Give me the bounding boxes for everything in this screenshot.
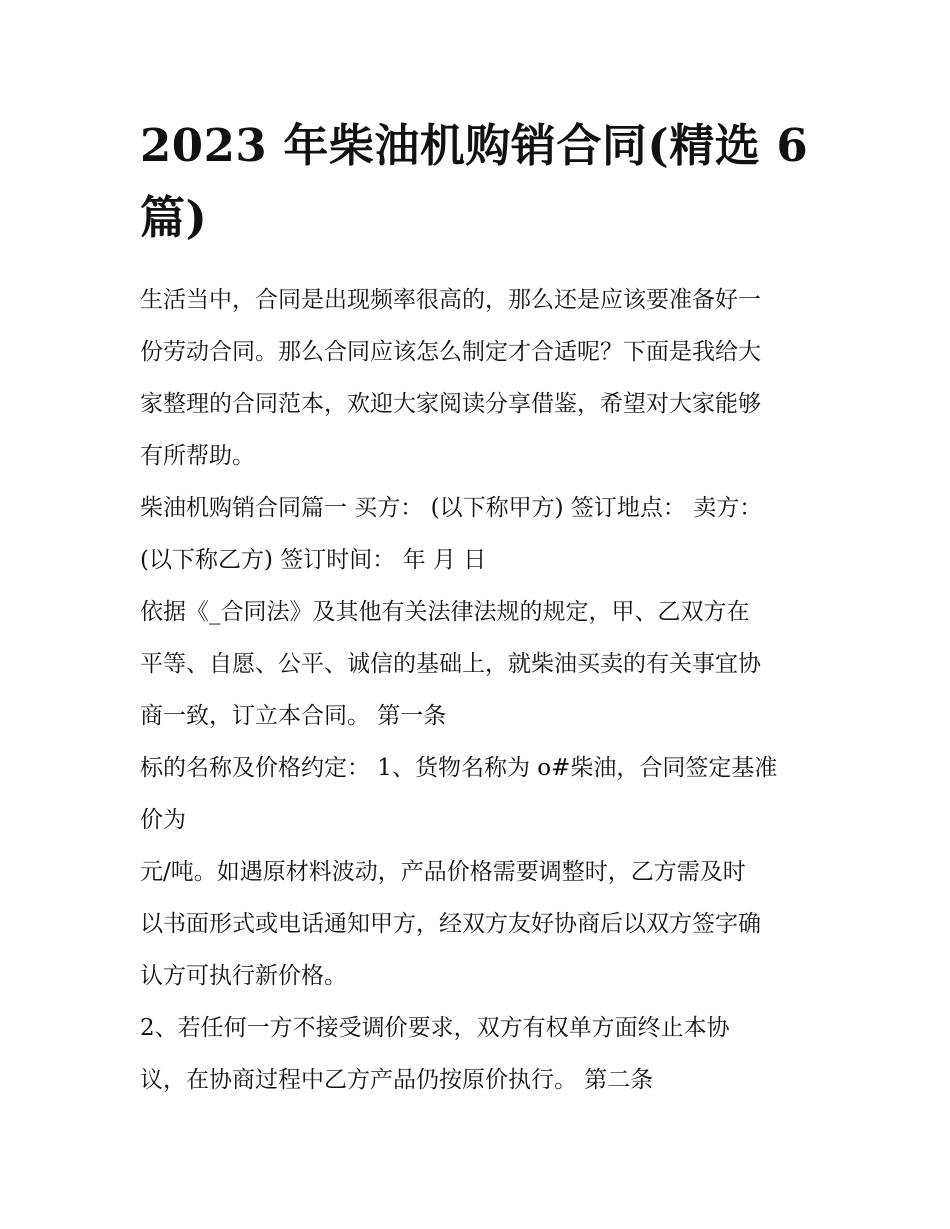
text-line: 柴油机购销合同篇一 买方： (以下称甲方) 签订地点： 卖方： — [140, 495, 763, 521]
basis-paragraph — [140, 586, 820, 742]
text-line: 以书面形式或电话通知甲方，经双方友好协商后以双方签字确 — [140, 911, 761, 937]
document-page — [140, 110, 820, 1106]
intro-paragraph — [140, 274, 820, 482]
document-title — [140, 110, 820, 254]
text-line: 份劳动合同。那么合同应该怎么制定才合适呢？下面是我给大 — [140, 339, 761, 365]
text-line: 家整理的合同范本，欢迎大家阅读分享借鉴，希望对大家能够 — [140, 391, 761, 417]
title-line: 篇) — [140, 191, 208, 244]
text-line: 价为 — [140, 807, 186, 833]
text-line: 依据《_合同法》及其他有关法律法规的规定，甲、乙双方在 — [140, 599, 750, 625]
text-line: 元/吨。如遇原材料波动，产品价格需要调整时，乙方需及时 — [140, 859, 746, 885]
text-line: (以下称乙方) 签订时间： 年 月 日 — [140, 547, 487, 573]
text-line: 议，在协商过程中乙方产品仍按原价执行。 第二条 — [140, 1067, 654, 1093]
text-line: 生活当中，合同是出现频率很高的，那么还是应该要准备好一 — [140, 287, 761, 313]
text-line: 有所帮助。 — [140, 443, 255, 469]
text-line: 商一致，订立本合同。 第一条 — [140, 703, 447, 729]
parties-paragraph — [140, 482, 820, 586]
text-line: 平等、自愿、公平、诚信的基础上，就柴油买卖的有关事宜协 — [140, 651, 761, 677]
text-line: 认方可执行新价格。 — [140, 963, 347, 989]
document-body — [140, 274, 820, 1106]
article-one-paragraph — [140, 742, 820, 846]
price-adjust-paragraph — [140, 846, 820, 1002]
termination-paragraph — [140, 1002, 820, 1106]
text-line: 2、若任何一方不接受调价要求，双方有权单方面终止本协 — [140, 1015, 730, 1041]
text-line: 标的名称及价格约定： 1、货物名称为 o#柴油，合同签定基准 — [140, 755, 778, 781]
title-line: 2023 年柴油机购销合同(精选 6 — [140, 119, 809, 172]
